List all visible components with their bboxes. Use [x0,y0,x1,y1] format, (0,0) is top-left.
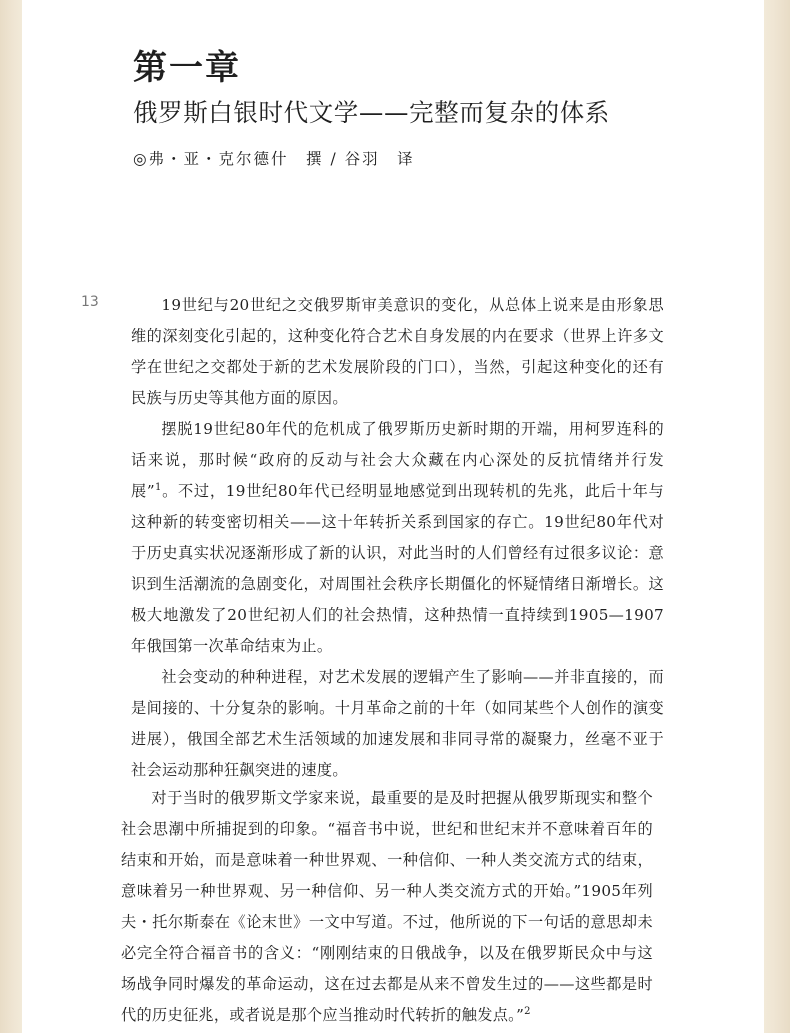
body-text-block-2 [121,783,653,1031]
paragraph-2-text: 摆脱19世纪80年代的危机成了俄罗斯历史新时期的开端，用柯罗连科的话来说，那时候“政府的反动与社会大众藏在内心深处的反抗情绪并行发展” [131,420,664,500]
body-text-block-1 [131,290,664,786]
background-edge-right [764,0,790,1033]
author-translator-byline: ◎弗・亚・克尔德什 撰 / 谷羽 译 [133,150,415,168]
footnote-ref-1[interactable]: 1 [154,481,162,493]
chapter-title: 第一章 [133,48,241,88]
paragraph-2 [131,414,664,662]
background-edge-left [0,0,22,1033]
paragraph-2-cont: 。不过，19世纪80年代已经明显地感觉到出现转机的先兆，此后十年与这种新的转变密切相关——这十年转折关系到国家的存亡。19世纪80年代对于历史真实状况逐渐形成了新的认识，对此当时的人们曾经有过很多议论：意识到生活潮流的急剧变化，对周围社会秩序长期僵化的怀疑情绪日渐增长。这极大地激发了20世纪初人们的社会热情，这种热情一直持续到1905—1907年俄国第一次革命结束为止。 [131,482,664,655]
paragraph-3: 社会变动的种种进程，对艺术发展的逻辑产生了影响——并非直接的，而是间接的、十分复杂的影响。十月革命之前的十年（如同某些个人创作的演变进展），俄国全部艺术生活领域的加速发展和非同寻常的凝聚力，丝毫不亚于社会运动那种狂飙突进的速度。 [131,668,664,779]
footnote-ref-2[interactable]: 2 [524,1005,531,1017]
paragraph-1: 19世纪与20世纪之交俄罗斯审美意识的变化，从总体上说来是由形象思维的深刻变化引起的，这种变化符合艺术自身发展的内在要求（世界上许多文学在世纪之交都处于新的艺术发展阶段的门口），当然，引起这种变化的还有民族与历史等其他方面的原因。 [131,296,664,407]
paragraph-4 [121,783,653,1031]
chapter-subtitle: 俄罗斯白银时代文学——完整而复杂的体系 [133,98,610,127]
page-number: 13 [81,294,99,310]
paragraph-4-text: 对于当时的俄罗斯文学家来说，最重要的是及时把握从俄罗斯现实和整个社会思潮中所捕捉到的印象。“福音书中说，世纪和世纪末并不意味着百年的结束和开始，而是意味着一种世界观、一种信仰、一种人类交流方式的结束，意味着另一种世界观、另一种信仰、另一种人类交流方式的开始。”1905年列夫・托尔斯泰在《论末世》一文中写道。不过，他所说的下一句话的意思却未必完全符合福音书的含义：“刚刚结束的日俄战争，以及在俄罗斯民众中与这场战争同时爆发的革命运动，这在过去都是从来不曾发生过的——这些都是时代的历史征兆，或者说是那个应当推动时代转折的触发点。” [121,789,653,1024]
